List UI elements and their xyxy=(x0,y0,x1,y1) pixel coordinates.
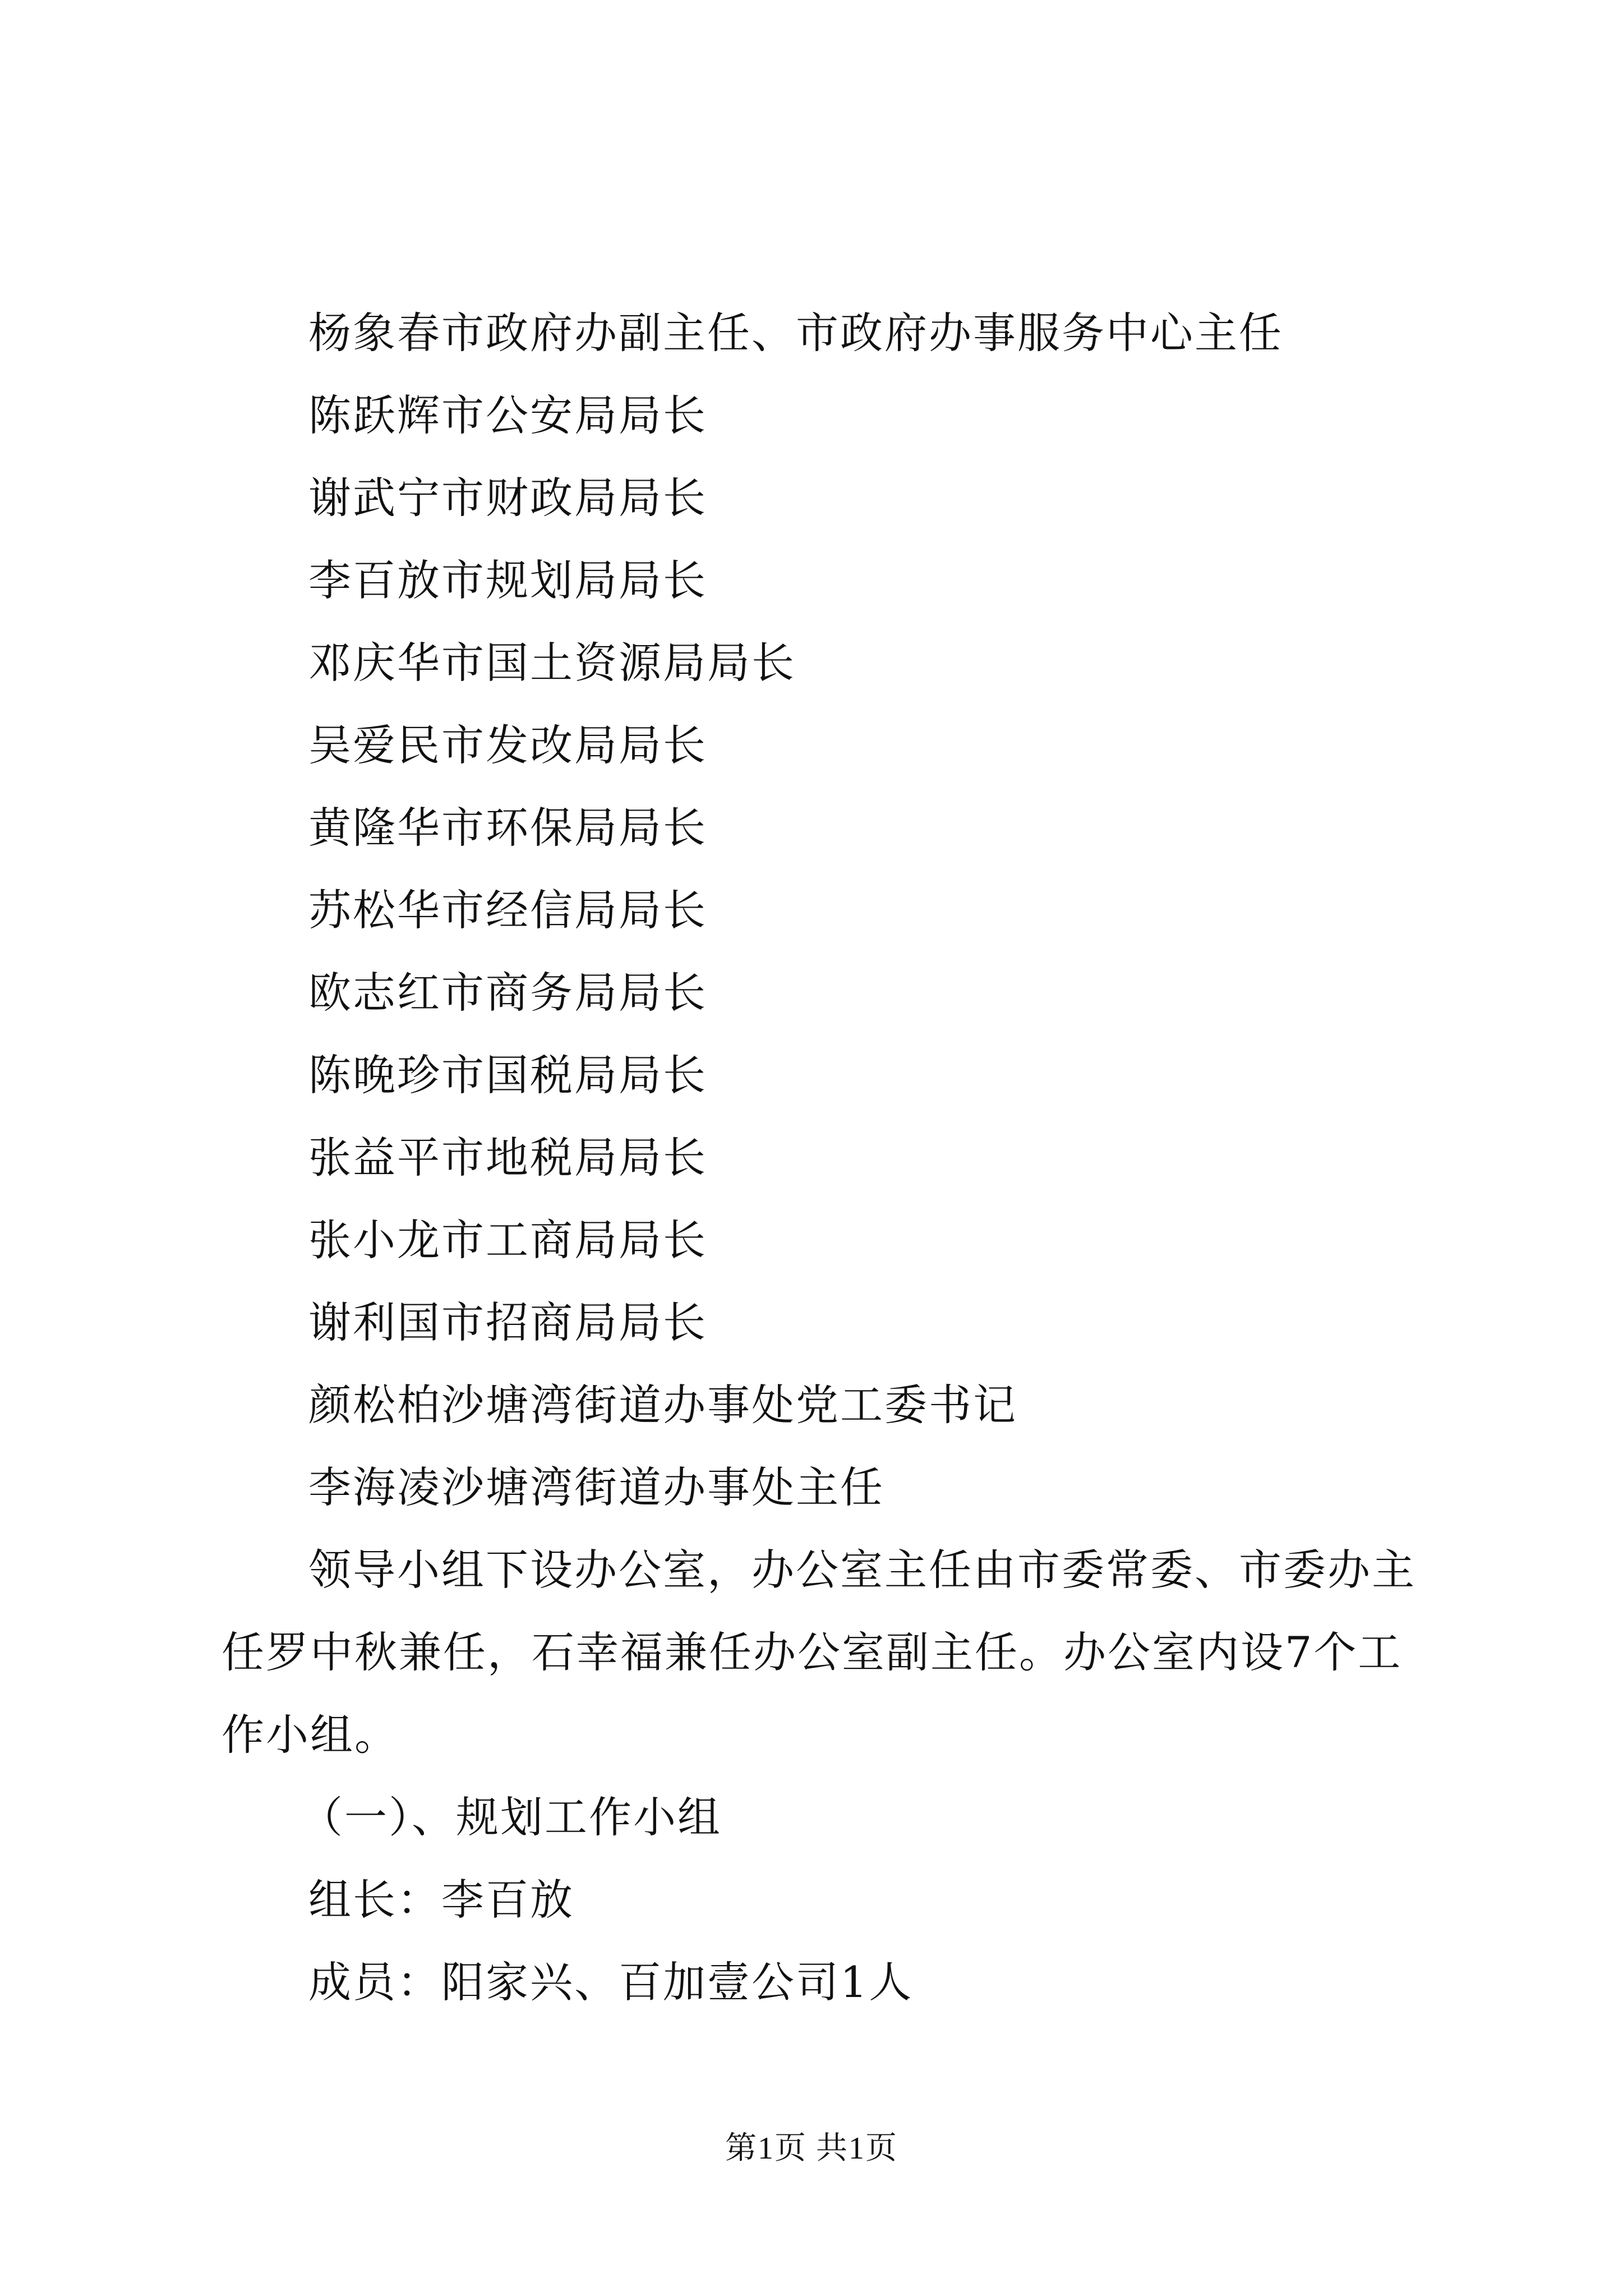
section-members: 成员：阳家兴、百加壹公司1人 xyxy=(308,1957,914,2007)
member-line: 杨象春市政府办副主任、市政府办事服务中心主任 xyxy=(308,308,1283,358)
member-line: 张益平市地税局局长 xyxy=(308,1133,707,1182)
member-line: 欧志红市商务局局长 xyxy=(308,968,707,1018)
page-number-footer: 第1页 共1页 xyxy=(725,2131,898,2166)
office-paragraph: 领导小组下设办公室，办公室主任由市委常委、市委办主任罗中秋兼任，石幸福兼任办公室副主任。办公室内设7个工作小组。 xyxy=(222,1545,1416,1760)
member-line: 张小龙市工商局局长 xyxy=(308,1215,707,1265)
member-line: 李海凌沙塘湾街道办事处主任 xyxy=(308,1462,884,1512)
member-line: 颜松柏沙塘湾街道办事处党工委书记 xyxy=(308,1380,1017,1430)
member-line: 陈晚珍市国税局局长 xyxy=(308,1050,707,1100)
member-line: 谢利国市招商局局长 xyxy=(308,1297,707,1347)
member-line: 黄隆华市环保局局长 xyxy=(308,803,707,853)
member-line: 陈跃辉市公安局局长 xyxy=(308,390,707,440)
member-line: 李百放市规划局局长 xyxy=(308,555,707,605)
member-line: 谢武宁市财政局局长 xyxy=(308,473,707,523)
member-line: 邓庆华市国土资源局局长 xyxy=(308,638,796,688)
member-line: 苏松华市经信局局长 xyxy=(308,885,707,935)
member-line: 吴爱民市发改局局长 xyxy=(308,720,707,770)
section-leader: 组长：李百放 xyxy=(308,1875,574,1925)
section-heading: （一）、规划工作小组 xyxy=(300,1792,722,1842)
document-body xyxy=(222,292,1427,2023)
